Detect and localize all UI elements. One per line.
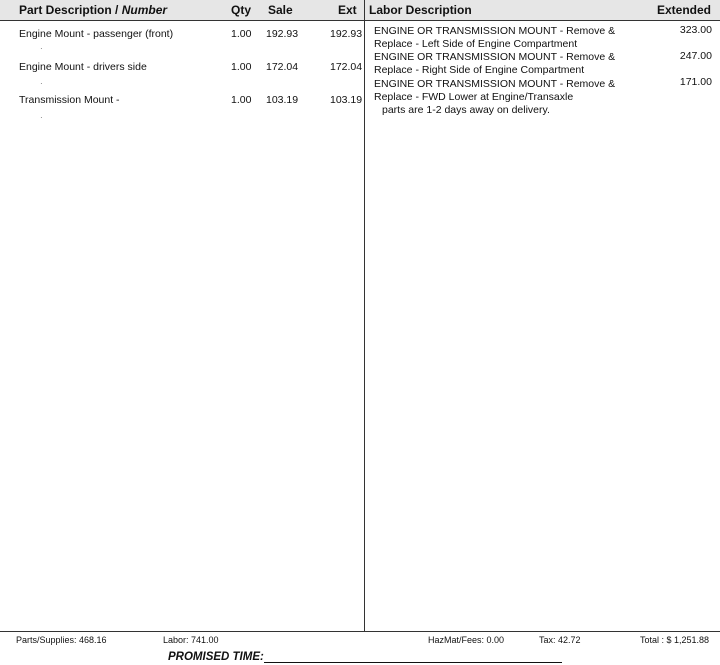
labor-amount: 171.00 (679, 76, 712, 88)
part-sale: 192.93 (266, 28, 299, 40)
part-description: Transmission Mount - (19, 94, 120, 106)
sale-header: Sale (268, 3, 293, 17)
labor-line: Replace - Left Side of Engine Compartment (374, 38, 578, 50)
grand-total: Total : $ 1,251.88 (640, 635, 710, 645)
labor-line: Replace - Right Side of Engine Compartment (374, 64, 585, 76)
extended-header: Extended (657, 3, 712, 17)
part-ext: 103.19 (330, 94, 363, 106)
tax-total: Tax: 42.72 (539, 635, 581, 645)
delivery-note: parts are 1-2 days away on delivery. (382, 104, 550, 116)
labor-item (374, 25, 644, 51)
labor-item (374, 51, 644, 77)
table-header (0, 0, 720, 21)
promised-time-field[interactable] (264, 662, 562, 663)
promised-time-label: PROMISED TIME: (168, 651, 264, 663)
part-number-header: Number (121, 3, 168, 17)
part-qty: 1.00 (231, 61, 252, 73)
placeholder-dot: · (40, 79, 43, 88)
part-qty: 1.00 (231, 94, 252, 106)
part-description-header: Part Description / Number (19, 3, 168, 17)
ext-header: Ext (338, 3, 357, 17)
hazmat-fees-total: HazMat/Fees: 0.00 (428, 635, 505, 645)
part-description: Engine Mount - passenger (front) (19, 28, 174, 40)
column-divider (364, 0, 365, 632)
labor-description-header: Labor Description (369, 3, 472, 17)
part-ext: 192.93 (330, 28, 363, 40)
part-description: Engine Mount - drivers side (19, 61, 147, 73)
labor-line: ENGINE OR TRANSMISSION MOUNT - Remove & (374, 25, 616, 37)
placeholder-dot: · (40, 113, 43, 122)
labor-line: ENGINE OR TRANSMISSION MOUNT - Remove & (374, 51, 616, 63)
placeholder-dot: · (40, 44, 43, 53)
labor-line: ENGINE OR TRANSMISSION MOUNT - Remove & (374, 78, 616, 90)
part-qty: 1.00 (231, 28, 252, 40)
part-sale: 103.19 (266, 94, 299, 106)
qty-header: Qty (231, 3, 252, 17)
labor-total: Labor: 741.00 (163, 635, 219, 645)
labor-line: Replace - FWD Lower at Engine/Transaxle (374, 91, 574, 103)
labor-amount: 323.00 (679, 24, 712, 36)
labor-item (374, 78, 644, 104)
labor-amount: 247.00 (679, 50, 712, 62)
part-ext: 172.04 (330, 61, 363, 73)
part-sale: 172.04 (266, 61, 299, 73)
table-bottom-rule (0, 631, 720, 632)
parts-supplies-total: Parts/Supplies: 468.16 (16, 635, 107, 645)
